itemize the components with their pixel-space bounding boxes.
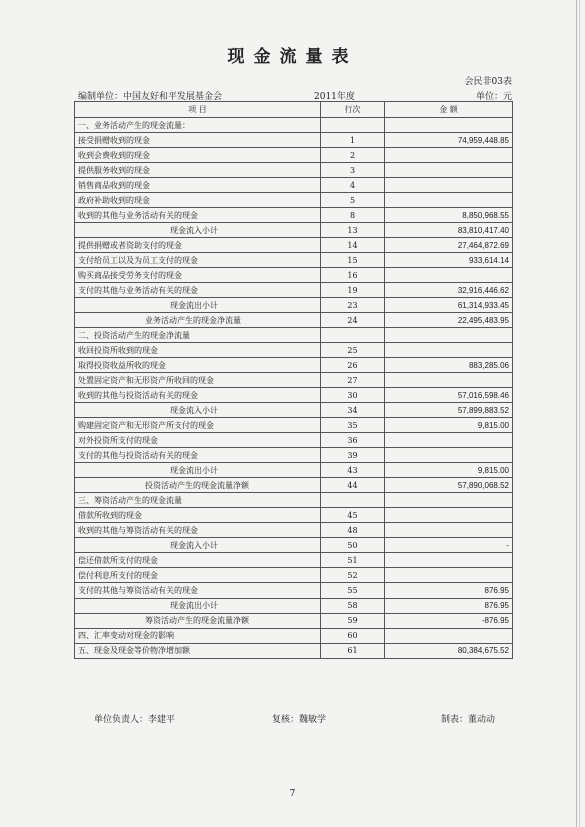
row-line-number: 26 bbox=[321, 358, 385, 373]
table-header-row bbox=[75, 102, 513, 118]
table-row bbox=[75, 508, 513, 523]
row-line-number: 4 bbox=[321, 178, 385, 193]
row-item-label: 购建固定资产和无形资产所支付的现金 bbox=[75, 418, 321, 433]
row-item-label: 接受捐赠收到的现金 bbox=[75, 133, 321, 148]
row-line-number: 59 bbox=[321, 613, 385, 628]
row-item-label: 五、现金及现金等价物净增加额 bbox=[75, 643, 321, 658]
row-amount bbox=[385, 433, 513, 448]
row-item-label: 对外投资所支付的现金 bbox=[75, 433, 321, 448]
table-row bbox=[75, 418, 513, 433]
row-amount: - bbox=[385, 538, 513, 553]
row-amount bbox=[385, 523, 513, 538]
table-row bbox=[75, 493, 513, 508]
row-item-label: 投资活动产生的现金流量净额 bbox=[75, 478, 321, 493]
header-amount: 金 额 bbox=[385, 102, 513, 118]
row-line-number: 16 bbox=[321, 268, 385, 283]
table-row bbox=[75, 343, 513, 358]
row-line-number: 36 bbox=[321, 433, 385, 448]
table-row bbox=[75, 373, 513, 388]
row-item-label: 取得投资收益所收的现金 bbox=[75, 358, 321, 373]
row-amount: 883,285.06 bbox=[385, 358, 513, 373]
row-item-label: 提供服务收到的现金 bbox=[75, 163, 321, 178]
row-item-label: 偿还借款所支付的现金 bbox=[75, 553, 321, 568]
table-row bbox=[75, 643, 513, 658]
page-edge-shadow bbox=[579, 0, 580, 827]
row-line-number: 61 bbox=[321, 643, 385, 658]
row-item-label: 政府补助收到的现金 bbox=[75, 193, 321, 208]
row-line-number bbox=[321, 493, 385, 508]
row-amount bbox=[385, 268, 513, 283]
row-item-label: 提供捐赠或者资助支付的现金 bbox=[75, 238, 321, 253]
row-line-number: 14 bbox=[321, 238, 385, 253]
table-row bbox=[75, 208, 513, 223]
currency-unit: 单位：元 bbox=[475, 92, 512, 102]
row-line-number: 45 bbox=[321, 508, 385, 523]
table-row bbox=[75, 313, 513, 328]
row-amount: -876.95 bbox=[385, 613, 513, 628]
row-amount: 32,916,446.62 bbox=[385, 283, 513, 298]
table-row bbox=[75, 178, 513, 193]
row-amount bbox=[385, 148, 513, 163]
table-row bbox=[75, 598, 513, 613]
table-row bbox=[75, 223, 513, 238]
row-line-number: 13 bbox=[321, 223, 385, 238]
row-line-number: 58 bbox=[321, 598, 385, 613]
table-row bbox=[75, 283, 513, 298]
row-line-number: 27 bbox=[321, 373, 385, 388]
table-row bbox=[75, 523, 513, 538]
row-line-number: 2 bbox=[321, 148, 385, 163]
table-row bbox=[75, 538, 513, 553]
row-item-label: 偿付利息所支付的现金 bbox=[75, 568, 321, 583]
row-amount: 22,495,483.95 bbox=[385, 313, 513, 328]
row-item-label: 现金流出小计 bbox=[75, 298, 321, 313]
row-amount bbox=[385, 343, 513, 358]
row-amount: 80,384,675.52 bbox=[385, 643, 513, 658]
row-item-label: 业务活动产生的现金净流量 bbox=[75, 313, 321, 328]
table-row bbox=[75, 478, 513, 493]
row-item-label: 支付的其他与筹资活动有关的现金 bbox=[75, 583, 321, 598]
row-item-label: 借款所收到的现金 bbox=[75, 508, 321, 523]
row-item-label: 收到的其他与业务活动有关的现金 bbox=[75, 208, 321, 223]
row-line-number: 30 bbox=[321, 388, 385, 403]
row-line-number: 23 bbox=[321, 298, 385, 313]
row-amount: 9,815.00 bbox=[385, 463, 513, 478]
table-row bbox=[75, 463, 513, 478]
row-item-label: 现金流出小计 bbox=[75, 463, 321, 478]
row-amount bbox=[385, 553, 513, 568]
row-item-label: 四、汇率变动对现金的影响 bbox=[75, 628, 321, 643]
row-line-number bbox=[321, 118, 385, 133]
row-amount bbox=[385, 178, 513, 193]
row-item-label: 收到的其他与筹资活动有关的现金 bbox=[75, 523, 321, 538]
table-row bbox=[75, 238, 513, 253]
row-line-number: 34 bbox=[321, 403, 385, 418]
table-row bbox=[75, 298, 513, 313]
row-line-number: 5 bbox=[321, 193, 385, 208]
table-row bbox=[75, 628, 513, 643]
row-amount: 933,614.14 bbox=[385, 253, 513, 268]
row-item-label: 购买商品接受劳务支付的现金 bbox=[75, 268, 321, 283]
header-item: 项 目 bbox=[75, 102, 321, 118]
row-line-number: 3 bbox=[321, 163, 385, 178]
row-amount: 83,810,417.40 bbox=[385, 223, 513, 238]
table-row bbox=[75, 268, 513, 283]
row-item-label: 支付的其他与业务活动有关的现金 bbox=[75, 283, 321, 298]
row-item-label: 二、投资活动产生的现金净流量 bbox=[75, 328, 321, 343]
row-amount bbox=[385, 328, 513, 343]
row-amount: 74,959,448.85 bbox=[385, 133, 513, 148]
row-line-number: 35 bbox=[321, 418, 385, 433]
table-row bbox=[75, 448, 513, 463]
table-body bbox=[75, 118, 513, 659]
row-item-label: 收回投资所收到的现金 bbox=[75, 343, 321, 358]
header-line-number: 行次 bbox=[321, 102, 385, 118]
row-amount: 57,890,068.52 bbox=[385, 478, 513, 493]
table-row bbox=[75, 253, 513, 268]
row-item-label: 收到的其他与投资活动有关的现金 bbox=[75, 388, 321, 403]
row-item-label: 销售商品收到的现金 bbox=[75, 178, 321, 193]
footer-preparer: 制表：董动动 bbox=[441, 715, 496, 725]
table-row bbox=[75, 328, 513, 343]
row-item-label: 支付的其他与投资活动有关的现金 bbox=[75, 448, 321, 463]
row-item-label: 现金流入小计 bbox=[75, 403, 321, 418]
row-line-number: 24 bbox=[321, 313, 385, 328]
report-year: 2011年度 bbox=[314, 92, 355, 102]
row-line-number: 43 bbox=[321, 463, 385, 478]
table-row bbox=[75, 613, 513, 628]
table-row bbox=[75, 118, 513, 133]
row-item-label: 三、筹资活动产生的现金流量 bbox=[75, 493, 321, 508]
row-amount bbox=[385, 448, 513, 463]
row-amount bbox=[385, 193, 513, 208]
row-amount: 27,464,872.69 bbox=[385, 238, 513, 253]
table-row bbox=[75, 568, 513, 583]
footer-reviewer: 复核：魏敏学 bbox=[272, 715, 327, 725]
form-code: 会民非03表 bbox=[464, 77, 512, 87]
cash-flow-table bbox=[74, 101, 513, 659]
row-item-label: 现金流入小计 bbox=[75, 223, 321, 238]
page-number: 7 bbox=[289, 789, 296, 799]
table-row bbox=[75, 358, 513, 373]
table-row bbox=[75, 553, 513, 568]
table-row bbox=[75, 403, 513, 418]
row-item-label: 现金流出小计 bbox=[75, 598, 321, 613]
table-row bbox=[75, 163, 513, 178]
table-row bbox=[75, 193, 513, 208]
row-line-number: 51 bbox=[321, 553, 385, 568]
row-item-label: 筹资活动产生的现金流量净额 bbox=[75, 613, 321, 628]
table-row bbox=[75, 148, 513, 163]
row-amount bbox=[385, 568, 513, 583]
row-line-number: 44 bbox=[321, 478, 385, 493]
row-amount: 876.95 bbox=[385, 583, 513, 598]
table-row bbox=[75, 583, 513, 598]
row-line-number: 50 bbox=[321, 538, 385, 553]
row-line-number bbox=[321, 328, 385, 343]
row-item-label: 现金流入小计 bbox=[75, 538, 321, 553]
row-amount: 61,314,933.45 bbox=[385, 298, 513, 313]
footer-unit-head: 单位负责人：李建平 bbox=[94, 715, 176, 725]
page-edge bbox=[576, 0, 577, 827]
report-title: 现金流量表 bbox=[227, 47, 358, 67]
row-line-number: 52 bbox=[321, 568, 385, 583]
row-amount: 9,815.00 bbox=[385, 418, 513, 433]
row-item-label: 一、业务活动产生的现金流量： bbox=[75, 118, 321, 133]
row-amount bbox=[385, 163, 513, 178]
row-amount bbox=[385, 118, 513, 133]
row-line-number: 19 bbox=[321, 283, 385, 298]
row-amount: 57,016,598.46 bbox=[385, 388, 513, 403]
row-line-number: 1 bbox=[321, 133, 385, 148]
row-line-number: 39 bbox=[321, 448, 385, 463]
row-line-number: 48 bbox=[321, 523, 385, 538]
row-amount bbox=[385, 373, 513, 388]
row-item-label: 支付给员工以及为员工支付的现金 bbox=[75, 253, 321, 268]
row-amount bbox=[385, 508, 513, 523]
row-amount bbox=[385, 628, 513, 643]
table-row bbox=[75, 133, 513, 148]
table-row bbox=[75, 388, 513, 403]
row-line-number: 8 bbox=[321, 208, 385, 223]
reporting-organization: 编制单位：中国友好和平发展基金会 bbox=[78, 92, 223, 102]
row-amount bbox=[385, 493, 513, 508]
row-item-label: 处置固定资产和无形资产所收回的现金 bbox=[75, 373, 321, 388]
row-line-number: 15 bbox=[321, 253, 385, 268]
row-item-label: 收到会费收到的现金 bbox=[75, 148, 321, 163]
row-line-number: 25 bbox=[321, 343, 385, 358]
row-amount: 8,850,968.55 bbox=[385, 208, 513, 223]
table-row bbox=[75, 433, 513, 448]
row-amount: 876.95 bbox=[385, 598, 513, 613]
row-line-number: 60 bbox=[321, 628, 385, 643]
row-line-number: 55 bbox=[321, 583, 385, 598]
row-amount: 57,899,883.52 bbox=[385, 403, 513, 418]
